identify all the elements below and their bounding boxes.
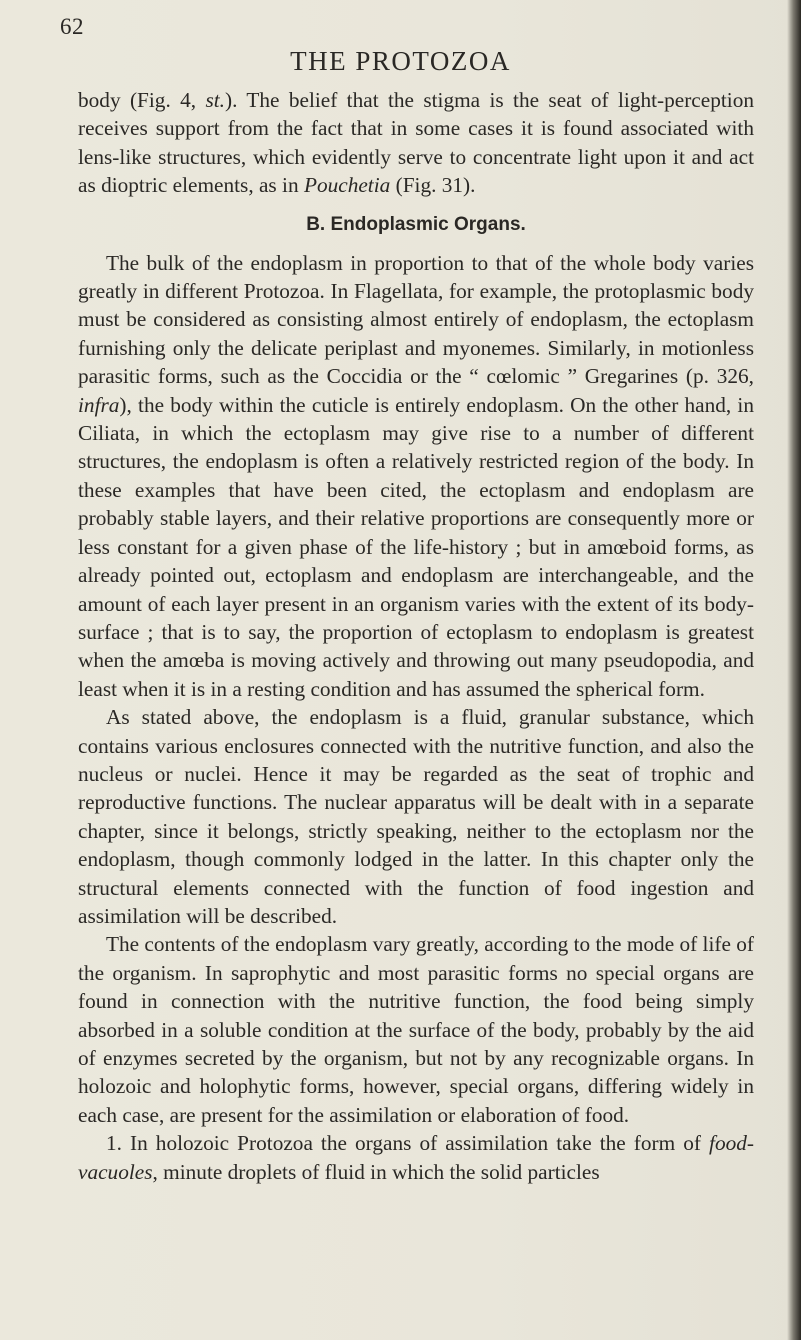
section-heading: B. Endoplasmic Organs. xyxy=(306,213,526,235)
text-run: (Fig. 31). xyxy=(390,173,476,198)
italic-word: infra xyxy=(78,392,120,417)
genus-name: Pouchetia xyxy=(303,173,391,198)
text-run: ), the body within the cuticle is entirely endoplasm. On the other hand, in Ciliata, in which the ectoplasm may give rise to a number of different structures, the endoplasm is often a relatively restricted region of the body. In these examples that have been cited, the ectoplasm and endoplasm are probably stable layers, and their relative proportions are consequently more or less constant for a given phase of the life-history ; but in amœboid forms, as already pointed out, ectoplasm and endoplasm are interchangeable, and the amount of each layer present in an organism varies with the extent of its body-surface ; that is to say, the proportion of ectoplasm to endoplasm is greatest when the amœba is moving actively and throwing out many pseudopodia, and least when it is in a resting condition and has assumed the spherical form. xyxy=(78,392,754,701)
paragraph: The contents of the endoplasm vary greatly, according to the mode of life of the organism. In saprophytic and most parasitic forms no special organs are found in connection with the nutritive function, the food being simply absorbed in a soluble condition at the surface of the body, probably by the aid of enzymes secreted by the organism, but not by any recognizable organs. In holozoic and holophytic forms, however, special organs, differing widely in each case, are present for the assimilation or elaboration of food. xyxy=(78,932,754,1127)
paragraph: As stated above, the endoplasm is a fluid, granular substance, which contains various enclosures connected with the nutritive function, and also the nucleus or nuclei. Hence it may be regarded as the seat of trophic and reproductive functions. The nuclear apparatus will be dealt with in a separate chapter, since it belongs, strictly speaking, neither to the ectoplasm nor the endoplasm, though commonly lodged in the latter. In this chapter only the structural elements connected with the function of food ingestion and assimilation will be described. xyxy=(78,705,754,928)
paragraph-continued xyxy=(78,86,754,200)
body-text xyxy=(78,86,754,1186)
running-head: THE PROTOZOA xyxy=(290,46,511,76)
italic-label: st. xyxy=(205,88,225,112)
text-run: The bulk of the endoplasm in proportion to that of the whole body varies greatly in different Protozoa. In Flagellata, for example, the protoplasmic body must be considered as consisting almost entirely of endoplasm, the ectoplasm furnishing only the delicate periplast and myonemes. Similarly, in motionless parasitic forms, such as the Coccidia or the “ cœlomic ” Gregarines (p. 326, xyxy=(78,250,754,389)
italic-term: food-vacuoles xyxy=(78,1131,754,1184)
page-number: 62 xyxy=(60,14,84,39)
text-run: ). The belief that the stigma is the seat of light-perception receives support from the fact that in some cases it is found associated with lens-like structures, which evidently serve to concentrate light upon it and act as dioptric elements, as in xyxy=(78,88,754,198)
paragraph xyxy=(78,249,754,704)
text-run: 1. In holozoic Protozoa the organs of assimilation take the form of xyxy=(106,1131,710,1156)
paragraph xyxy=(78,1129,754,1186)
text-run: body (Fig. 4, xyxy=(78,88,206,112)
page-edge-shadow xyxy=(787,0,801,1340)
text-run: , minute droplets of fluid in which the solid particles xyxy=(152,1159,600,1184)
